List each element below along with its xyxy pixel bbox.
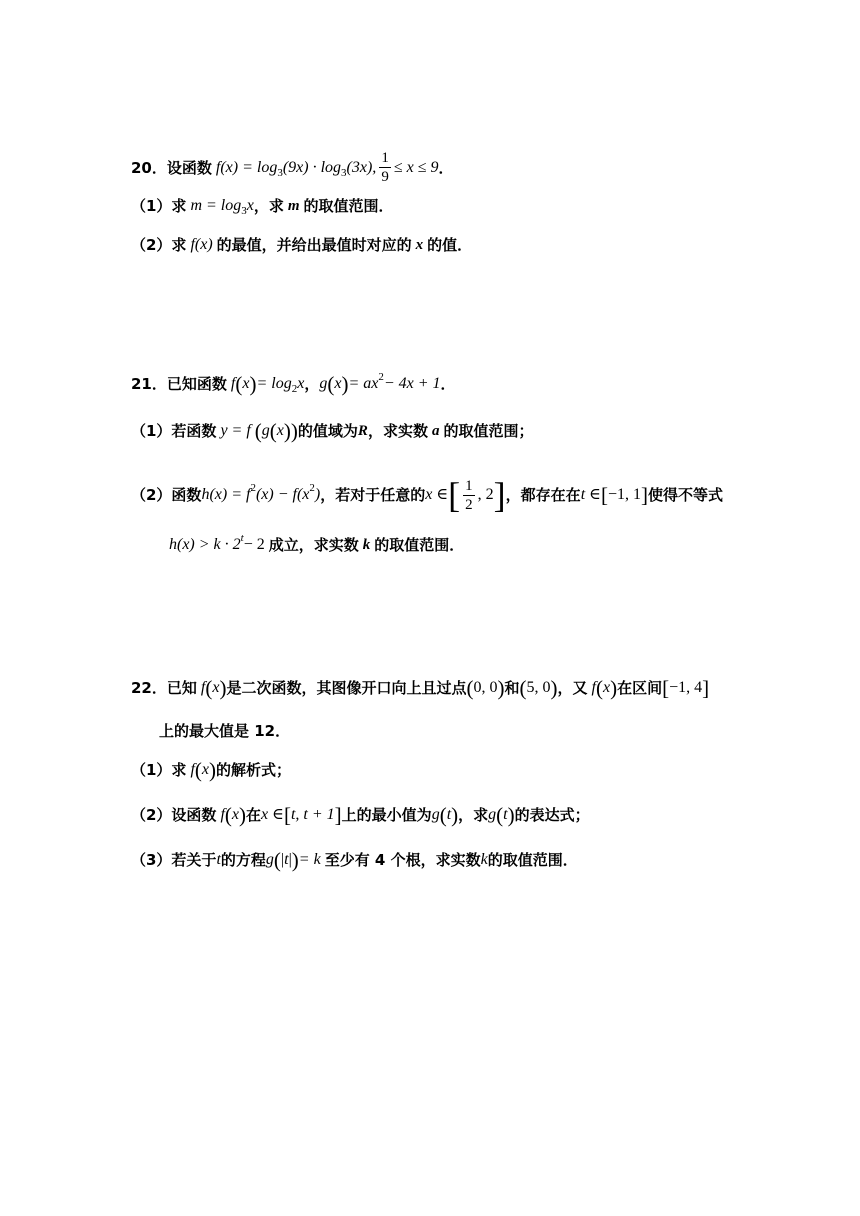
q20-number: 20． [131,158,167,177]
q22-mid1: 是二次函数，其图像开口向上且过点 [226,679,467,697]
q22-part3: （3）若关于 t 的方程 g ( | t | ) = k 至少有 4 个根，求实数 k 的取值范围． [131,848,578,872]
q20-formula-c: (3x), [346,158,377,176]
q21-f-x2: x [297,375,305,392]
q22-part2: （2）设函数 f ( x ) 在 x ∈ [ t, t + 1 ] 上的最小值为 g ( t ) ，求 g ( t ) 的表达式； [131,803,590,827]
q22-p1-f: f [190,761,195,778]
q22-p2-t: t [446,806,452,823]
q22-p3-eq: = k [298,851,321,868]
q21-number: 21． [131,375,167,393]
q21-f-x: x [242,375,250,392]
q22-p3-end: 的取值范围． [487,851,578,869]
q21-p1-y: y = f [220,422,251,439]
q21-p2-end: 使得不等式 [648,486,724,504]
q21-p2-l2-k: k [362,537,371,553]
q21-p2-l2-mid: 成立，求实数 [268,536,359,554]
q22-line2: 上的最大值是 12． [159,722,291,740]
q22-p2-g2: g [488,806,497,823]
q20-frac-den: 9 [381,169,389,185]
q21-g: g [319,375,328,392]
q21-p2-mid: ，若对于任意的 [320,486,426,504]
q22-p1-end: 的解析式； [216,761,292,779]
q21-p2-interval2: −1, 1 [607,486,642,503]
q21-p1-R: R [357,423,368,439]
q20-end: ． [438,158,454,177]
q22-p2-end: 的表达式； [514,806,590,824]
q20-part1 [131,196,394,216]
q21-p2-mid2: ，都存在在 [505,486,581,504]
q20-p1-label: （1）求 [131,197,187,215]
q21-p1-end: 的取值范围； [443,422,534,440]
q22-number: 22． [131,679,167,697]
q20-p1-m: m = log [190,197,242,214]
q21-p2-h2: (x) − f(x [255,486,310,503]
q20-p1-end: 的取值范围． [303,197,394,215]
q21-f: f [230,375,236,392]
q20-p2-var: x [415,237,424,253]
q20-p1-var: m [287,198,300,214]
q22-p3-g: g [265,851,274,868]
q20-frac-num: 1 [381,150,389,166]
q22-p2-interval: t, t + 1 [290,806,335,823]
q22-stem-line2 [159,721,290,741]
q22-p1-x: x [201,761,209,778]
q22-and: 和 [504,679,520,697]
q21-p2-h3: ) [314,486,321,503]
q21-p2-interval-end: , 2 [477,486,494,503]
q22-part1: （1）求 f ( x ) 的解析式； [131,758,292,782]
q22-p3-mid2: 至少有 4 个根，求实数 [324,851,481,869]
q22-p3-k: k [480,851,488,868]
q22-intro: 已知 [166,679,197,697]
q21-p2-exp: 2 [250,482,256,494]
q22-p2-mid3: ，求 [458,806,489,824]
q21-g-exp: 2 [378,371,384,383]
q21-g-rest: − 4x + 1 [383,375,441,392]
q20-stem [131,150,454,185]
q21-g-def: = ax [348,375,379,392]
q20-p2-end: 的值． [427,236,473,254]
q22-pt2: 5, 0 [526,679,551,696]
q21-f-def: = log [256,375,292,392]
q20-base-b: 3 [341,166,347,179]
q21-p1-a: a [431,423,440,439]
q22-f-x: x [212,679,220,696]
q22-p2-g: g [431,806,440,823]
q21-p1-x: x [276,422,284,439]
q21-p2-frac-den: 2 [465,496,473,513]
q22-p2-x: x [231,806,240,823]
q22-p1-label: （1）求 [131,761,187,779]
q22-f: f [200,679,206,696]
q22-p3-label: （3）若关于 [131,851,217,869]
q21-p2-l2-exp: t [240,532,244,544]
q20-fraction [379,150,391,185]
q20-base-a: 3 [277,166,283,179]
q22-p3-abs-t: t [284,851,289,868]
q20-p1-x: x [246,197,254,214]
q21-intro: 已知函数 [166,375,227,393]
q20-part2 [131,235,472,255]
q21-p1-mid: 的值域为 [297,422,358,440]
q21-p2-l2-b: − 2 [243,536,265,553]
q21-p2-l2-a: h(x) > k · 2 [169,536,241,553]
q20-p2-fx: f(x) [190,236,213,253]
q21-p2-label: （2）函数 [131,486,202,504]
q20-formula-a: f(x) = log [215,158,278,176]
q21-part2: （2）函数 h(x) = f 2 (x) − f(x 2 ) ，若对于任意的 x ∈ [ $\frac{1}{2}$ , 2 ] ，都存在在 t ∈ [ −1, 1 ] 使得不等式 [131,475,724,515]
q21-end: ． [440,375,456,393]
q22-p2-mid2: 上的最小值为 [341,806,432,824]
q21-part2-line2 [169,532,465,555]
q20-formula-b: (9x) · log [282,158,342,176]
q22-mid2: ，又 [557,679,588,697]
q20-formula-d: ≤ x ≤ 9 [393,158,439,176]
q22-stem: 22． 已知 f ( x ) 是二次函数，其图像开口向上且过点 ( 0, 0 ) 和 ( 5, 0 ) ，又 f ( x ) 在区间 [ −1, 4 ] [131,676,710,700]
q22-p2-t2: t [503,806,508,823]
q21-part1: （1）若函数 y = f ( g ( x )) 的值域为 R ，求实数 a 的取值范围； [131,419,534,443]
q21-p2-exp2: 2 [309,482,315,494]
q20-p2-mid: 的最值，并给出最值时对应的 [216,236,412,254]
q21-sep: ， [304,375,320,393]
q22-f2: f [591,679,596,696]
q21-p2-t-in: t ∈ [580,486,601,503]
q22-p2-label: （2）设函数 [131,806,217,824]
q22-p2-x-in: x ∈ [261,806,284,823]
q22-p3-mid: 的方程 [220,851,266,869]
q22-pt1: 0, 0 [473,679,498,696]
q21-p2-l2-end: 的取值范围． [374,536,465,554]
q22-p2-mid: 在 [246,806,262,824]
q22-p3-t: t [216,851,221,868]
q20-p1-mid: ，求 [253,197,284,215]
q22-p2-f: f [220,806,225,823]
q21-p2-fraction [463,478,475,513]
q21-p2-x-in: x ∈ [425,486,449,503]
q20-intro: 设函数 [166,158,212,177]
q21-p1-g: g [261,422,270,439]
q21-p2-h: h(x) = f [201,486,251,503]
q20-p1-base: 3 [241,205,247,217]
q20-p2-label: （2）求 [131,236,187,254]
q22-f2-x: x [602,679,611,696]
q21-g-x: x [334,375,342,392]
q22-interval: −1, 4 [669,679,703,696]
q21-f-base: 2 [291,383,298,395]
q21-stem: 21． 已知函数 f ( x ) = log 2 x ， g ( x ) = ax 2 − 4x + 1 ． [131,374,456,394]
q22-mid3: 在区间 [617,679,663,697]
q21-p1-label: （1）若函数 [131,422,217,440]
q21-p2-frac-num: 1 [465,477,473,494]
q21-p1-mid2: ，求实数 [367,422,428,440]
